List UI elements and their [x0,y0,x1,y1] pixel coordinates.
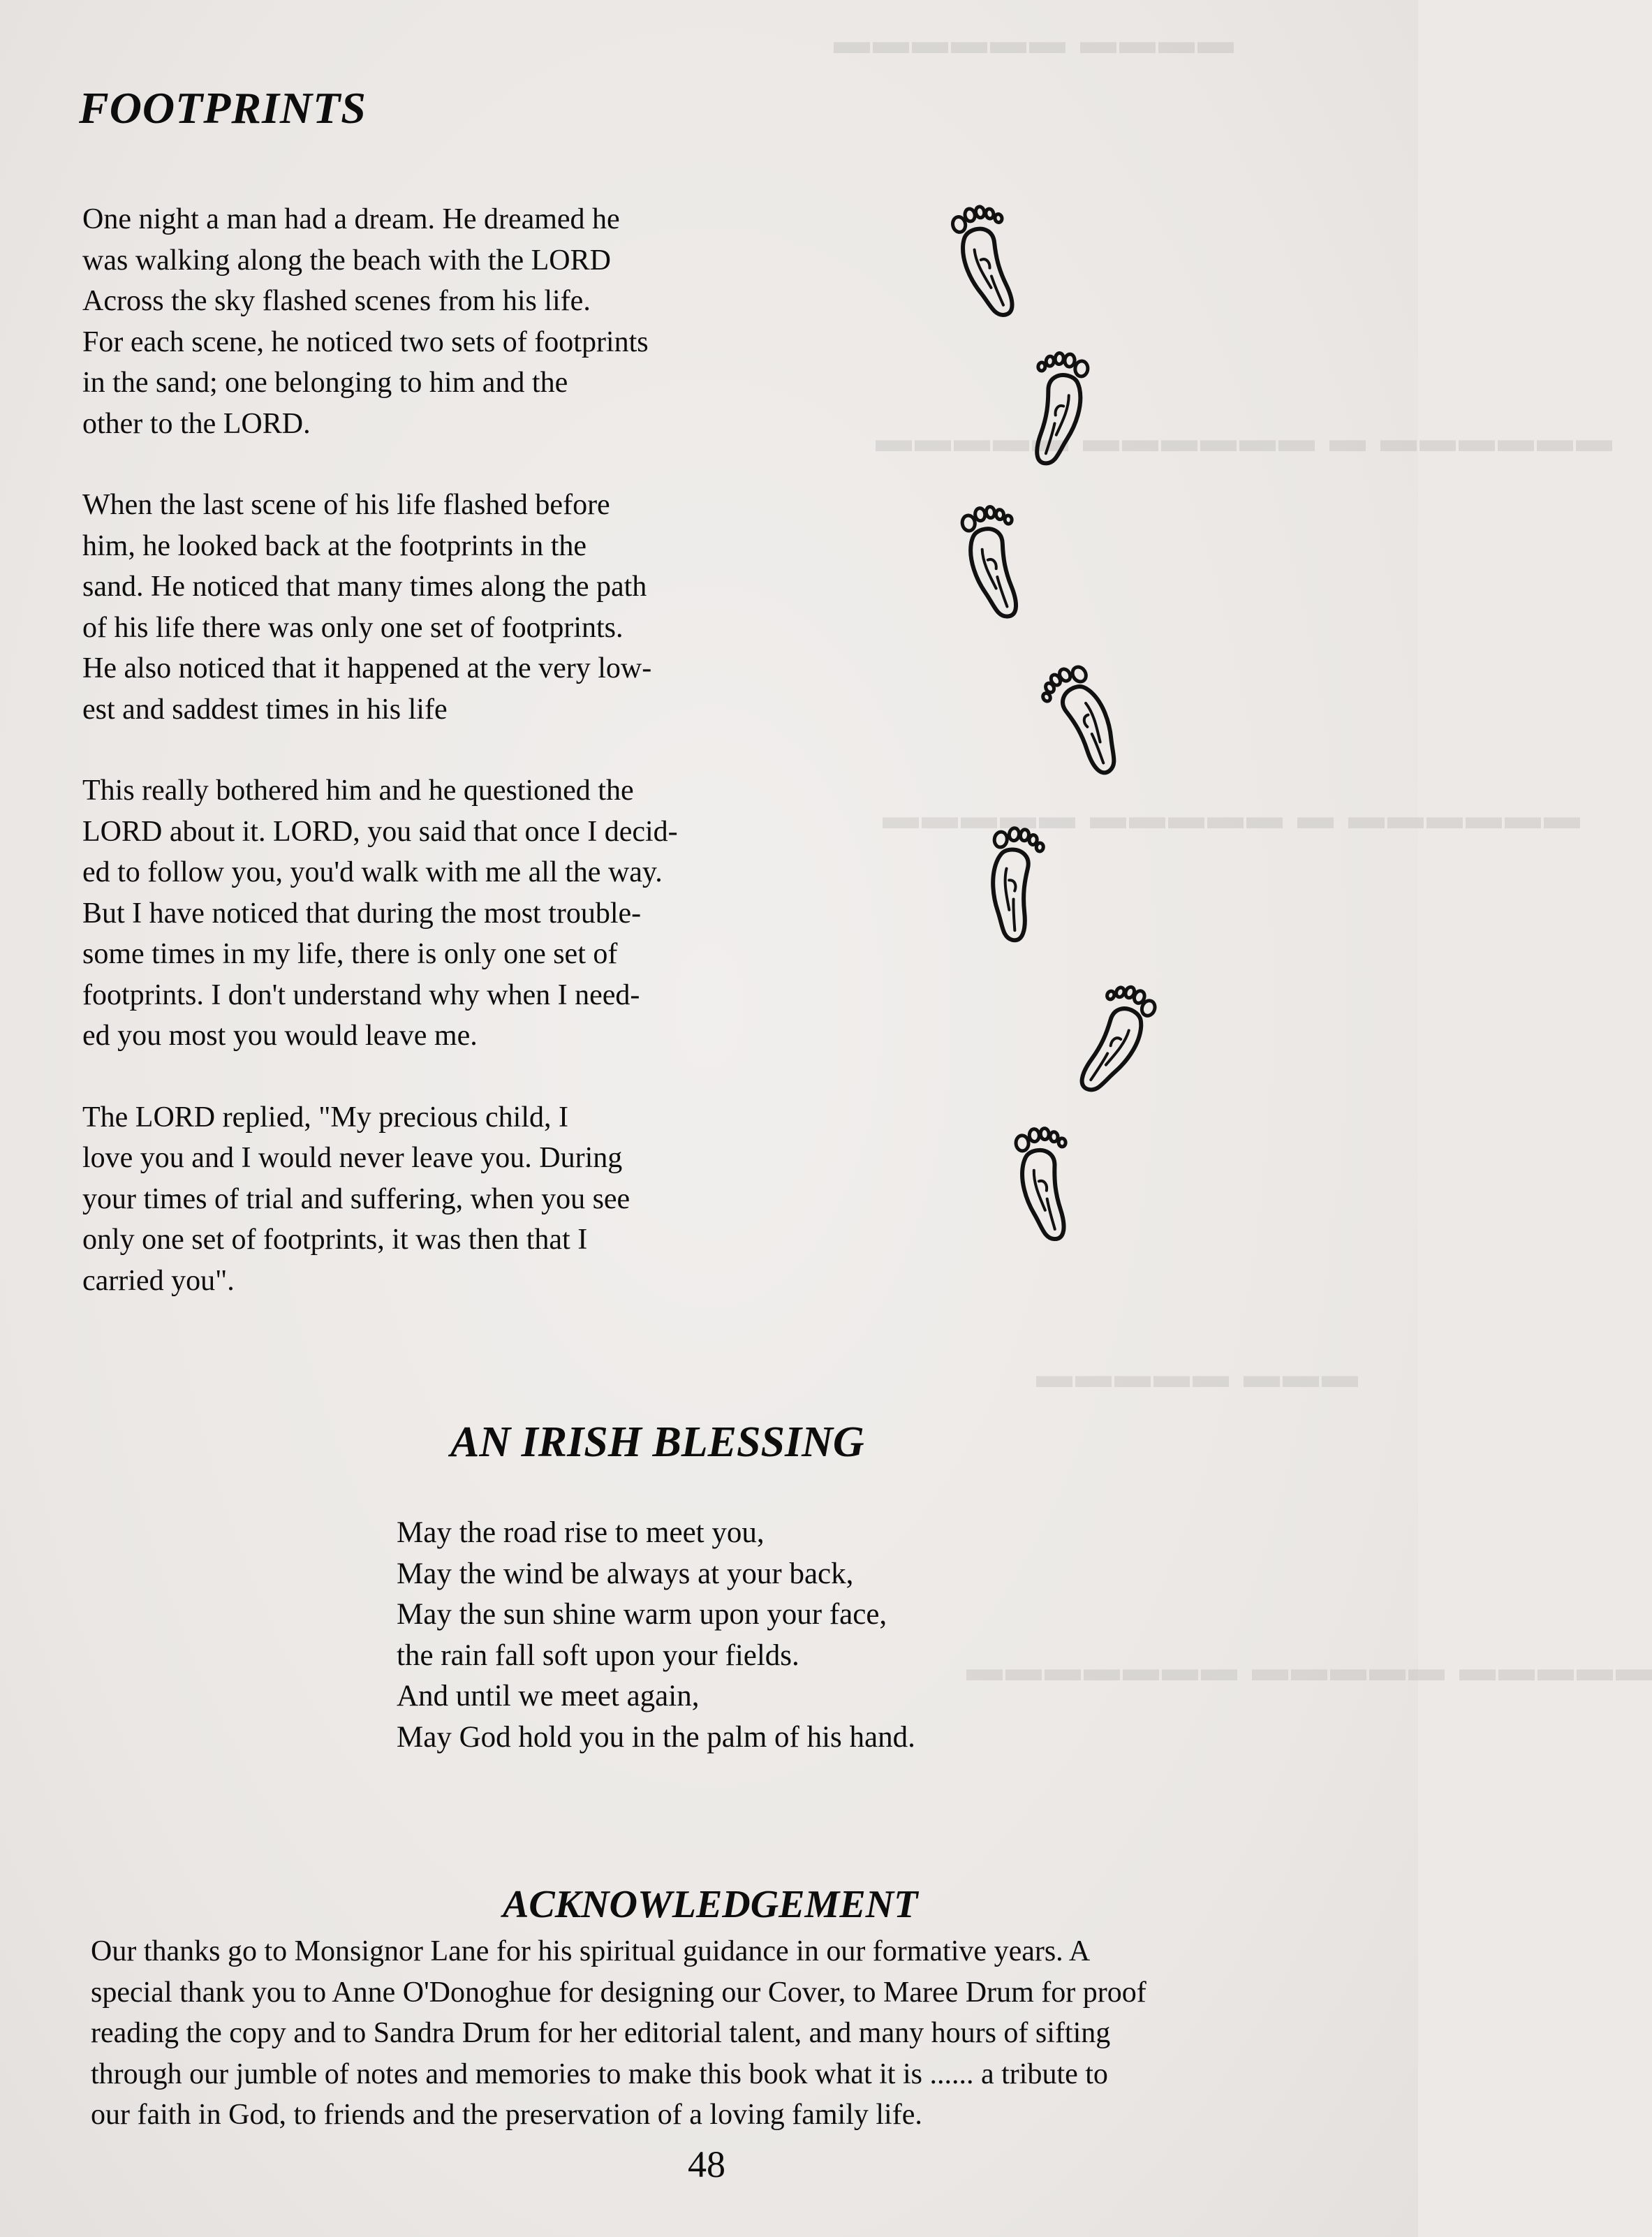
blessing-line: And until we meet again, [397,1680,700,1713]
blessing-line: May the wind be always at your back, [397,1557,854,1590]
bleed-through: ▬▬▬▬▬ ▬▬▬▬▬ ▬▬▬▬▬▬▬ [964,1649,1652,1689]
acknowledgement-line: through our jumble of notes and memories to make this book what it is ...... a tribute to [91,2058,1108,2090]
poem-line: One night a man had a dream. He dreamed he [82,203,620,235]
bleed-through: ▬▬▬▬▬▬ ▬ ▬▬▬▬▬▬ ▬▬▬▬▬ [873,420,1612,460]
poem-line: carried you". [82,1264,235,1297]
poem-line: in the sand; one belonging to him and the [82,367,568,399]
irish-blessing-text [397,1513,915,1759]
poem-line: He also noticed that it happened at the very low- [82,652,652,684]
bleed-through: ▬▬▬ ▬▬▬▬▬ [1033,1356,1358,1395]
acknowledgement-line: reading the copy and to Sandra Drum for her editorial talent, and many hours of sifting [91,2017,1111,2049]
footprint-icon [934,192,1035,328]
poem-line: ed you most you would leave me. [82,1020,478,1052]
poem-line: When the last scene of his life flashed before [82,489,610,521]
poem-line: was walking along the beach with the LORD [82,244,611,277]
bleed-through: ▬▬▬▬ ▬▬▬▬▬▬ [831,22,1234,61]
poem-line: some times in my life, there is only one set of [82,938,618,970]
poem-line: ed to follow you, you'd walk with me all the way. [82,856,663,888]
poem-line: Across the sky flashed scenes from his life. [82,285,591,317]
blessing-line: May the sun shine warm upon your face, [397,1598,887,1631]
poem-stanza [82,485,823,730]
poem-line: love you and I would never leave you. During [82,1142,623,1174]
blessing-line: May the road rise to meet you, [397,1516,765,1549]
footprint-icon [1021,645,1151,790]
poem-line: footprints. I don't understand why when I need- [82,978,640,1011]
footprint-icon [1000,1118,1085,1245]
footprints-title: FOOTPRINTS [79,83,367,133]
footprints-poem [82,199,823,1301]
footprint-icon [1059,968,1176,1110]
poem-line: him, he looked back at the footprints in the [82,529,587,562]
acknowledgement-line: Our thanks go to Monsignor Lane for his spiritual guidance in our formative years. A [91,1935,1091,1967]
acknowledgement-line: our faith in God, to friends and the preservation of a loving family life. [91,2099,922,2131]
irish-blessing-title: AN IRISH BLESSING [450,1418,864,1466]
poem-line: LORD about it. LORD, you said that once I decid- [82,815,678,848]
poem-line: But I have noticed that during the most trouble- [82,897,642,930]
poem-line: The LORD replied, "My precious child, I [82,1101,568,1134]
poem-line: your times of trial and suffering, when you see [82,1182,630,1215]
acknowledgement-text [91,1931,1348,2136]
footprint-icon [1015,342,1105,472]
poem-line: of his life there was only one set of footprints. [82,611,624,644]
page-number: 48 [688,2143,725,2185]
footprint-icon [966,816,1059,948]
bleed-through: ▬▬▬▬▬▬ ▬ ▬▬▬▬▬ ▬▬▬▬▬ [880,797,1580,837]
acknowledgement-line: special thank you to Anne O'Donoghue for designing our Cover, to Maree Drum for proof [91,1976,1146,2009]
poem-stanza [82,1097,823,1302]
poem-line: only one set of footprints, it was then that I [82,1224,588,1256]
poem-line: other to the LORD. [82,407,311,440]
poem-stanza [82,199,823,444]
blessing-line: May God hold you in the palm of his hand. [397,1720,915,1754]
acknowledgement-title: ACKNOWLEDGEMENT [503,1883,918,1926]
poem-stanza [82,770,823,1057]
poem-line: sand. He noticed that many times along the path [82,571,647,603]
poem-line: This really bothered him and he questioned the [82,775,634,807]
footprint-icon [945,494,1038,626]
blessing-line: the rain fall soft upon your fields. [397,1638,799,1672]
poem-line: For each scene, he noticed two sets of footprints [82,325,649,358]
poem-line: est and saddest times in his life [82,693,448,726]
